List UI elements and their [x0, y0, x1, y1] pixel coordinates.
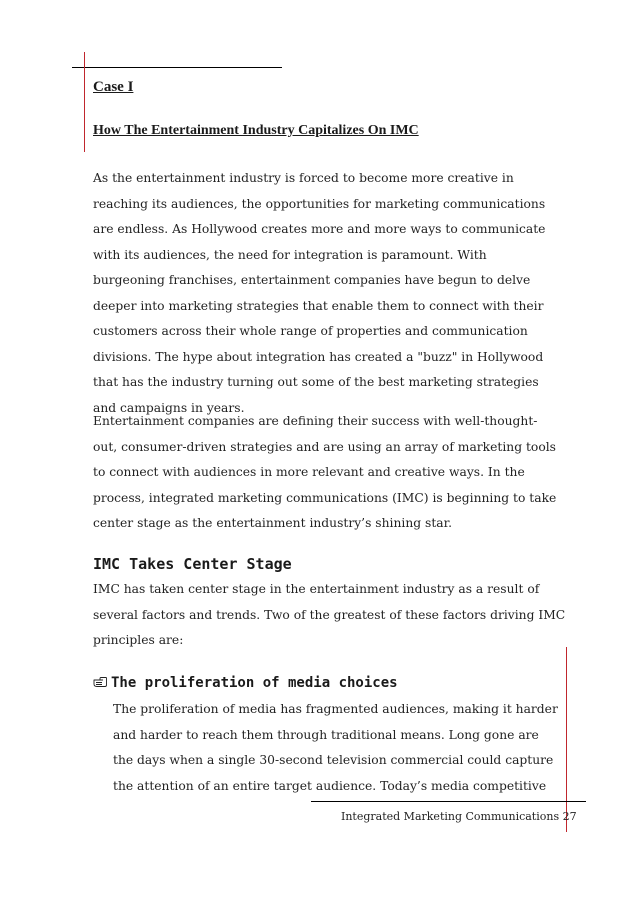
page-number: 27 — [562, 810, 577, 823]
bottom-right-margin-mark — [566, 647, 567, 832]
text-line: process, integrated marketing communications (IMC) is beginning to take — [93, 490, 557, 505]
text-line: customers across their whole range of properties and communication — [93, 324, 528, 338]
case-title: Case I — [93, 79, 134, 95]
text-line: to connect with audiences in more relevant and creative ways. In the — [93, 465, 525, 479]
text-line: several factors and trends. Two of the greatest of these factors driving IMC — [93, 607, 566, 622]
text-line: the days when a single 30-second television commercial could capture — [113, 753, 554, 767]
text-line: IMC has taken center stage in the entertainment industry as a result of — [93, 582, 540, 596]
text-line: principles are: — [93, 633, 184, 647]
pointing-hand-icon — [93, 676, 107, 688]
text-line: out, consumer-driven strategies and are using an array of marketing tools — [93, 439, 556, 454]
page-footer — [341, 810, 577, 823]
text-line: with its audiences, the need for integration is paramount. With — [93, 247, 487, 262]
text-line: deeper into marketing strategies that enable them to connect with their — [93, 298, 544, 313]
section-paragraph — [93, 577, 566, 654]
text-line: the attention of an entire target audience. Today’s media competitive — [113, 778, 547, 793]
bullet-paragraph — [113, 697, 563, 799]
text-line: Entertainment companies are defining their success with well-thought- — [93, 414, 538, 428]
top-rule — [72, 67, 282, 68]
footer-rule — [311, 801, 586, 802]
text-line: As the entertainment industry is forced to become more creative in — [93, 171, 514, 185]
footer-title: Integrated Marketing Communications — [341, 810, 560, 823]
bullet-heading-text: The proliferation of media choices — [111, 675, 398, 691]
text-line: divisions. The hype about integration has created a "buzz" in Hollywood — [93, 349, 544, 364]
paragraph-2 — [93, 409, 563, 537]
text-line: burgeoning franchises, entertainment companies have begun to delve — [93, 273, 531, 287]
top-left-margin-mark — [84, 52, 85, 152]
text-line: and harder to reach them through traditional means. Long gone are — [113, 727, 539, 742]
text-line: that has the industry turning out some of the best marketing strategies — [93, 375, 539, 389]
text-line: and campaigns in years. — [93, 400, 245, 415]
text-line: The proliferation of media has fragmented audiences, making it harder — [113, 702, 558, 716]
text-line: center stage as the entertainment industry’s shining star. — [93, 516, 453, 530]
text-line: are endless. As Hollywood creates more and more ways to communicate — [93, 222, 546, 236]
bullet-heading — [93, 675, 398, 691]
paragraph-1 — [93, 166, 563, 421]
case-subtitle: How The Entertainment Industry Capitalizes On IMC — [93, 123, 419, 138]
text-line: reaching its audiences, the opportunities for marketing communications — [93, 196, 546, 211]
section-heading: IMC Takes Center Stage — [93, 555, 292, 573]
